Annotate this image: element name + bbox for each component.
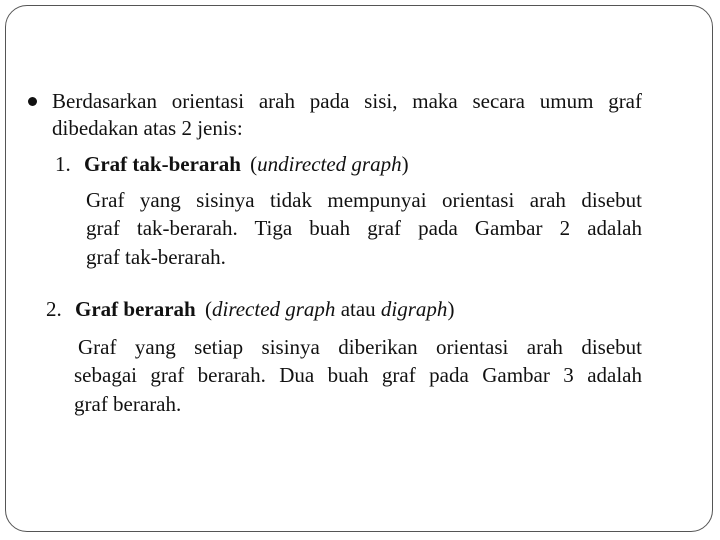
item2-desc-line-3: graf berarah. (74, 392, 182, 416)
item1-number: 1. (55, 152, 71, 176)
item2-desc-line-2: sebagai graf berarah. Dua buah graf pada Gambar 3 adalah (74, 363, 642, 387)
item1-desc-line-2: graf tak-berarah. Tiga buah graf pada Gambar 2 adalah (86, 216, 642, 240)
item1-title: Graf tak-berarah (84, 152, 241, 176)
intro-line-1: Berdasarkan orientasi arah pada sisi, maka secara umum graf (52, 89, 642, 113)
item2-connector: atau (340, 297, 376, 321)
item2-title: Graf berarah (75, 297, 196, 321)
item2-desc-line-1: Graf yang setiap sisinya diberikan orientasi arah disebut (78, 335, 642, 359)
bullet-icon (28, 97, 37, 106)
item1-desc-line-3: graf tak-berarah. (86, 245, 226, 269)
item2-english-1: directed graph (211, 297, 336, 321)
item2-heading: 2. Graf berarah (directed graph atau digraph) (46, 297, 455, 321)
intro-line-2: dibedakan atas 2 jenis: (52, 116, 243, 140)
item1-desc-line-1: Graf yang sisinya tidak mempunyai orientasi arah disebut (86, 188, 642, 212)
item2-english-2: digraph (380, 297, 448, 321)
item1-english: undirected graph (257, 152, 402, 176)
item1-heading: 1. Graf tak-berarah (undirected graph) (55, 152, 409, 176)
item2-number: 2. (46, 297, 62, 321)
